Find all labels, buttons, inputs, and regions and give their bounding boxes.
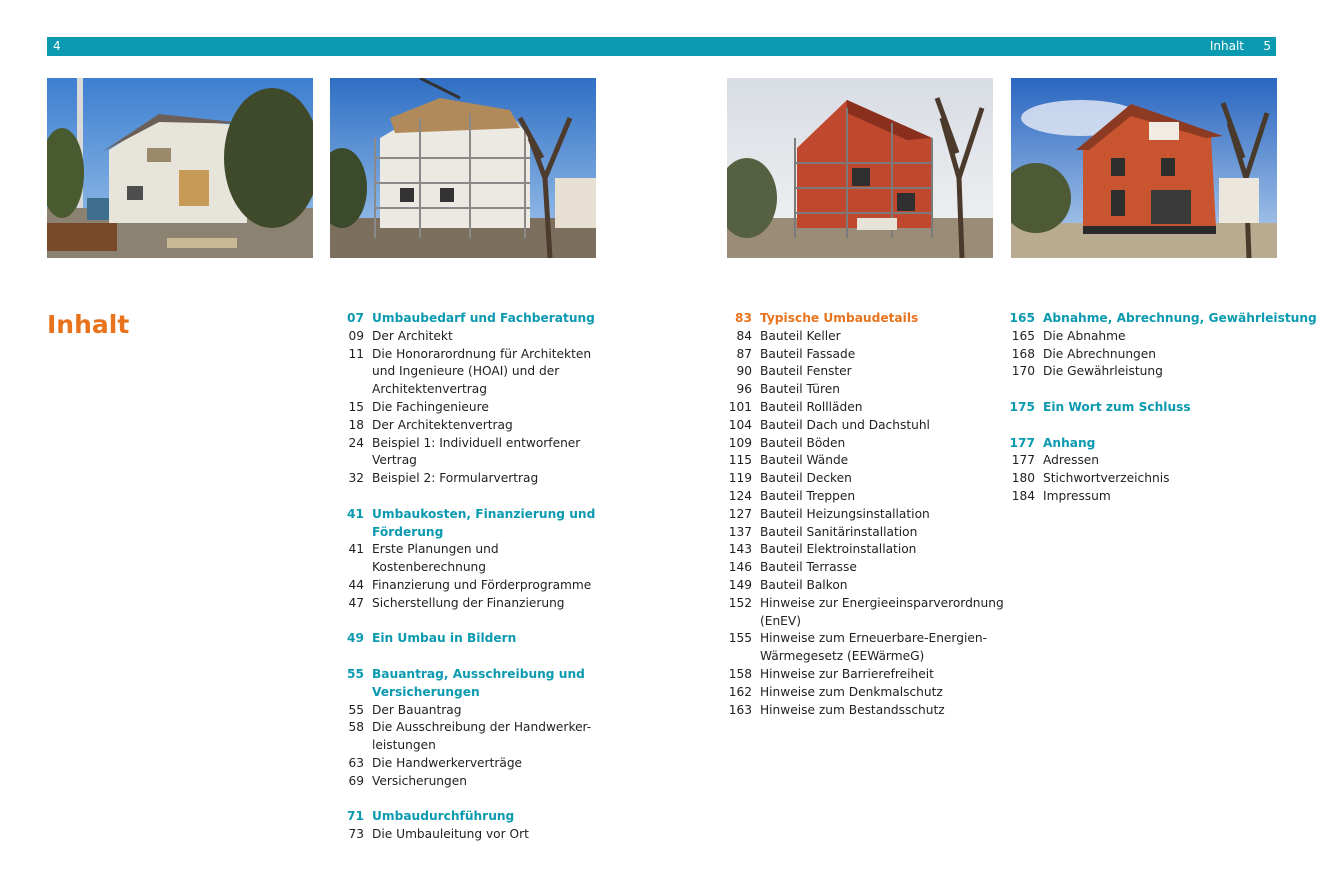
- toc-chapter: [1000, 310, 1320, 328]
- toc-page-number: 152: [728, 595, 752, 610]
- toc-entry-title: Bauteil Böden: [760, 435, 846, 450]
- toc-page-number: 11: [348, 346, 364, 361]
- toc-entry-title: Sicherstellung der Finanzierung: [372, 595, 565, 610]
- header-bar: [47, 37, 1276, 56]
- toc-entry: [717, 470, 1007, 488]
- toc-entry-title: Die Gewährleistung: [1043, 364, 1163, 379]
- toc-entry: [338, 541, 608, 577]
- toc-entry: [1000, 346, 1320, 364]
- toc-page-number: 55: [347, 666, 364, 681]
- toc-entry-title: Bauteil Balkon: [760, 577, 848, 592]
- toc-entry: [1000, 488, 1320, 506]
- toc-page-number: 55: [348, 702, 364, 717]
- toc-chapter: [338, 808, 608, 826]
- section-title: Inhalt: [1209, 39, 1244, 53]
- page-number-right: 5: [1263, 39, 1271, 53]
- toc-entry: [1000, 470, 1320, 488]
- toc-page-number: 158: [728, 666, 752, 681]
- toc-entry-title: Bauteil Heizungsinstallation: [760, 506, 930, 521]
- toc-page-number: 137: [728, 524, 752, 539]
- toc-page-number: 104: [728, 417, 752, 432]
- toc-page-number: 18: [348, 417, 364, 432]
- toc-chapter: [1000, 435, 1320, 453]
- toc-entry: [338, 328, 608, 346]
- house-before-renovation-photo: [47, 78, 313, 258]
- toc-entry: [338, 470, 608, 488]
- toc-page-number: 124: [728, 488, 752, 503]
- toc-entry-title: Die Umbauleitung vor Ort: [372, 827, 529, 842]
- toc-page-number: 71: [347, 809, 364, 824]
- house-red-facade-scaffolding-photo: [727, 78, 993, 258]
- toc-page-number: 175: [1009, 399, 1035, 414]
- toc-entry: [338, 773, 608, 791]
- toc-entry: [717, 363, 1007, 381]
- toc-entry-title: Bauteil Elektroinstallation: [760, 542, 917, 557]
- house-with-scaffolding-photo: [330, 78, 596, 258]
- toc-column-2: [717, 310, 1007, 719]
- toc-entry-title: Der Architektenvertrag: [372, 417, 513, 432]
- toc-entry-title: Hinweise zum Bestandsschutz: [760, 702, 945, 717]
- toc-page-number: 69: [348, 773, 364, 788]
- toc-spacer: [1000, 381, 1320, 399]
- toc-entry: [717, 435, 1007, 453]
- toc-entry-title: Bauteil Fassade: [760, 346, 856, 361]
- toc-chapter: [1000, 399, 1320, 417]
- toc-entry: [1000, 452, 1320, 470]
- toc-page-number: 44: [348, 577, 364, 592]
- toc-chapter: [338, 666, 608, 702]
- toc-entry-title: Hinweise zur Energieeinsparverordnung (EnEV): [760, 595, 1004, 628]
- toc-page-number: 109: [728, 435, 752, 450]
- toc-entry: [338, 755, 608, 773]
- toc-page-number: 180: [1011, 471, 1035, 486]
- toc-entry-title: Bauteil Fenster: [760, 364, 852, 379]
- toc-entry: [717, 541, 1007, 559]
- toc-entry-title: Bauteil Rollläden: [760, 399, 863, 414]
- toc-entry-title: Hinweise zum Denkmalschutz: [760, 684, 943, 699]
- toc-entry-title: Bauteil Keller: [760, 328, 841, 343]
- toc-entry: [338, 435, 608, 471]
- toc-entry-title: Die Honorarordnung für Architekten und Ingenieure (HOAI) und der Architektenvertrag: [372, 346, 592, 397]
- toc-entry: [717, 452, 1007, 470]
- toc-page-number: 177: [1011, 453, 1035, 468]
- toc-entry-title: Beispiel 2: Formularvertrag: [372, 471, 539, 486]
- toc-page-number: 165: [1009, 311, 1035, 325]
- toc-entry: [717, 488, 1007, 506]
- toc-entry: [717, 666, 1007, 684]
- toc-entry-title: Ein Wort zum Schluss: [1043, 399, 1191, 414]
- toc-entry-title: Bauantrag, Ausschreibung und Versicherungen: [372, 666, 585, 699]
- toc-entry-title: Bauteil Dach und Dachstuhl: [760, 417, 930, 432]
- toc-entry-title: Stichwortverzeichnis: [1043, 471, 1170, 486]
- toc-entry-title: Der Bauantrag: [372, 702, 462, 717]
- toc-page-number: 32: [348, 471, 364, 486]
- toc-entry: [717, 684, 1007, 702]
- toc-entry-title: Bauteil Treppen: [760, 488, 856, 503]
- toc-entry-title: Bauteil Wände: [760, 453, 849, 468]
- toc-entry: [717, 399, 1007, 417]
- page-title: Inhalt: [47, 310, 130, 339]
- toc-entry-title: Adressen: [1043, 453, 1100, 468]
- toc-page-number: 119: [728, 471, 752, 486]
- toc-page-number: 101: [728, 399, 752, 414]
- toc-page-number: 63: [348, 755, 364, 770]
- toc-page-number: 09: [348, 328, 364, 343]
- toc-page-number: 73: [348, 827, 364, 842]
- toc-entry-title: Bauteil Türen: [760, 382, 840, 397]
- toc-page-number: 165: [1011, 328, 1035, 343]
- toc-entry-title: Bauteil Sanitärinstallation: [760, 524, 918, 539]
- toc-entry-title: Finanzierung und Förderprogramme: [372, 577, 592, 592]
- toc-entry: [338, 346, 608, 399]
- toc-entry: [338, 399, 608, 417]
- toc-page-number: 49: [347, 631, 364, 646]
- toc-entry: [717, 328, 1007, 346]
- toc-chapter: [338, 310, 608, 328]
- toc-entry: [717, 381, 1007, 399]
- toc-page-number: 115: [728, 453, 752, 468]
- toc-entry-title: Die Abrechnungen: [1043, 346, 1157, 361]
- toc-page-number: 24: [348, 435, 364, 450]
- page-number-left: 4: [53, 39, 61, 53]
- toc-page-number: 41: [347, 506, 364, 521]
- toc-page-number: 83: [735, 311, 752, 325]
- toc-entry: [717, 595, 1007, 631]
- toc-entry-title: Versicherungen: [372, 773, 467, 788]
- toc-page-number: 127: [728, 506, 752, 521]
- toc-entry: [717, 559, 1007, 577]
- toc-page-number: 146: [728, 560, 752, 575]
- finished-house-photo: [1011, 78, 1277, 258]
- toc-page-number: 87: [736, 346, 752, 361]
- toc-entry: [338, 577, 608, 595]
- toc-page-number: 41: [348, 542, 364, 557]
- toc-entry-title: Typische Umbaudetails: [760, 311, 919, 325]
- toc-entry: [717, 417, 1007, 435]
- toc-entry-title: Der Architekt: [372, 328, 453, 343]
- toc-page-number: 96: [736, 382, 752, 397]
- toc-column-1: [338, 310, 608, 844]
- toc-chapter: [338, 630, 608, 648]
- toc-page-number: 15: [348, 399, 364, 414]
- toc-entry: [717, 702, 1007, 720]
- toc-entry: [717, 577, 1007, 595]
- toc-spacer: [1000, 417, 1320, 435]
- toc-entry-title: Bauteil Decken: [760, 471, 852, 486]
- toc-entry-title: Umbaudurchführung: [372, 809, 515, 824]
- toc-page-number: 149: [728, 577, 752, 592]
- toc-page-number: 155: [728, 631, 752, 646]
- toc-page-number: 47: [348, 595, 364, 610]
- toc-spacer: [338, 613, 608, 631]
- toc-entry: [1000, 328, 1320, 346]
- toc-entry-title: Umbaubedarf und Fachberatung: [372, 311, 595, 325]
- toc-page-number: 84: [736, 328, 752, 343]
- toc-chapter: [338, 506, 608, 542]
- toc-entry-title: Beispiel 1: Individuell entworfener Vertrag: [372, 435, 581, 468]
- toc-entry: [717, 630, 1007, 666]
- toc-spacer: [338, 648, 608, 666]
- toc-page-number: 168: [1011, 346, 1035, 361]
- toc-spacer: [338, 488, 608, 506]
- toc-entry: [1000, 363, 1320, 381]
- toc-entry-title: Die Ausschreibung der Handwerker-leistungen: [372, 720, 592, 753]
- toc-column-3: [1000, 310, 1320, 506]
- toc-page-number: 163: [728, 702, 752, 717]
- toc-entry-title: Abnahme, Abrechnung, Gewährleistung: [1043, 311, 1317, 325]
- toc-page-number: 184: [1011, 488, 1035, 503]
- toc-entry: [338, 595, 608, 613]
- toc-entry: [717, 346, 1007, 364]
- toc-entry-title: Ein Umbau in Bildern: [372, 631, 517, 646]
- toc-page-number: 177: [1009, 435, 1035, 450]
- toc-entry-title: Anhang: [1043, 435, 1096, 450]
- toc-entry: [338, 702, 608, 720]
- toc-chapter: [717, 310, 1007, 328]
- toc-entry-title: Erste Planungen und Kostenberechnung: [372, 542, 499, 575]
- toc-page-number: 162: [728, 684, 752, 699]
- toc-page-number: 170: [1011, 364, 1035, 379]
- toc-spacer: [338, 791, 608, 809]
- toc-entry-title: Bauteil Terrasse: [760, 560, 857, 575]
- toc-entry: [338, 719, 608, 755]
- toc-entry-title: Die Abnahme: [1043, 328, 1126, 343]
- toc-entry-title: Die Fachingenieure: [372, 399, 489, 414]
- toc-entry-title: Hinweise zur Barrierefreiheit: [760, 666, 934, 681]
- toc-entry-title: Hinweise zum Erneuerbare-Energien-Wärmegesetz (EEWärmeG): [760, 631, 987, 664]
- toc-page-number: 90: [736, 364, 752, 379]
- toc-page-number: 07: [347, 311, 364, 325]
- toc-entry: [717, 506, 1007, 524]
- toc-entry: [338, 417, 608, 435]
- toc-page-number: 58: [348, 720, 364, 735]
- toc-entry: [338, 826, 608, 844]
- toc-entry: [717, 524, 1007, 542]
- toc-entry-title: Impressum: [1043, 488, 1111, 503]
- toc-page-number: 143: [728, 542, 752, 557]
- toc-entry-title: Umbaukosten, Finanzierung und Förderung: [372, 506, 596, 539]
- toc-entry-title: Die Handwerkerverträge: [372, 755, 523, 770]
